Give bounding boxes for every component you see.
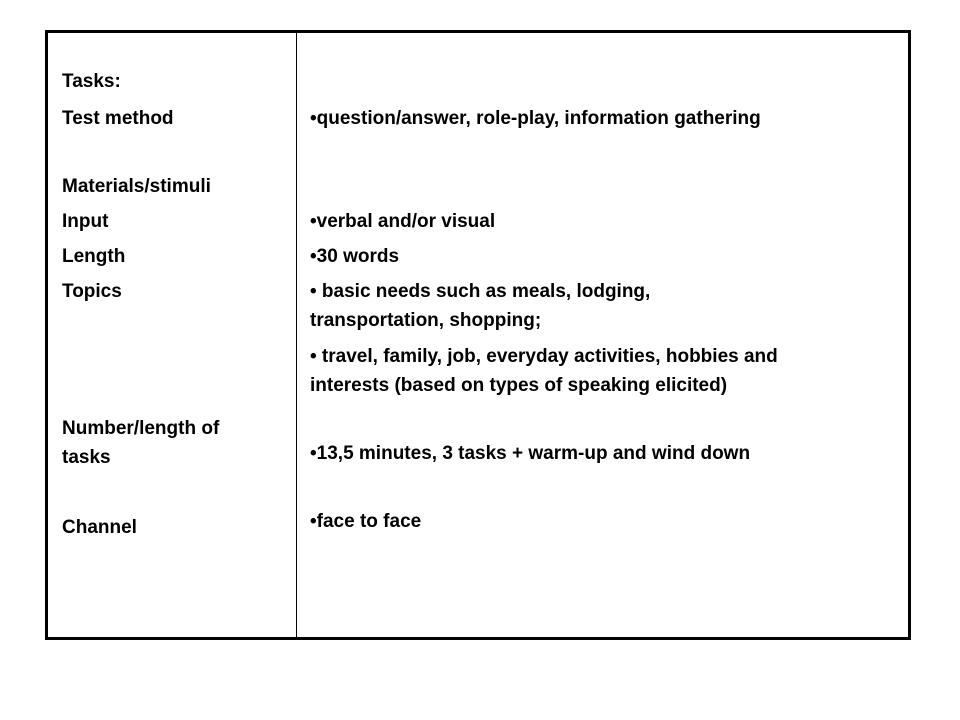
label-number-length-line2: tasks (62, 447, 111, 468)
value-topics-1-line1: • basic needs such as meals, lodging, (310, 281, 651, 302)
label-number-length-line1: Number/length of (62, 418, 220, 439)
label-input: Input (62, 211, 109, 232)
label-length: Length (62, 246, 126, 267)
label-test-method: Test method (62, 108, 174, 129)
column-divider (296, 30, 297, 640)
value-length: •30 words (310, 246, 400, 267)
value-input: •verbal and/or visual (310, 211, 496, 232)
value-topics-2-line2: interests (based on types of speaking elicited) (310, 375, 728, 396)
value-test-method: •question/answer, role-play, information gathering (310, 108, 761, 129)
label-topics: Topics (62, 281, 122, 302)
label-channel: Channel (62, 517, 137, 538)
label-materials: Materials/stimuli (62, 176, 211, 197)
value-channel: •face to face (310, 511, 422, 532)
value-number-length: •13,5 minutes, 3 tasks + warm-up and wind down (310, 443, 751, 464)
label-tasks: Tasks: (62, 71, 121, 92)
value-topics-2-line1: • travel, family, job, everyday activities, hobbies and (310, 346, 778, 367)
value-topics-1-line2: transportation, shopping; (310, 310, 542, 331)
